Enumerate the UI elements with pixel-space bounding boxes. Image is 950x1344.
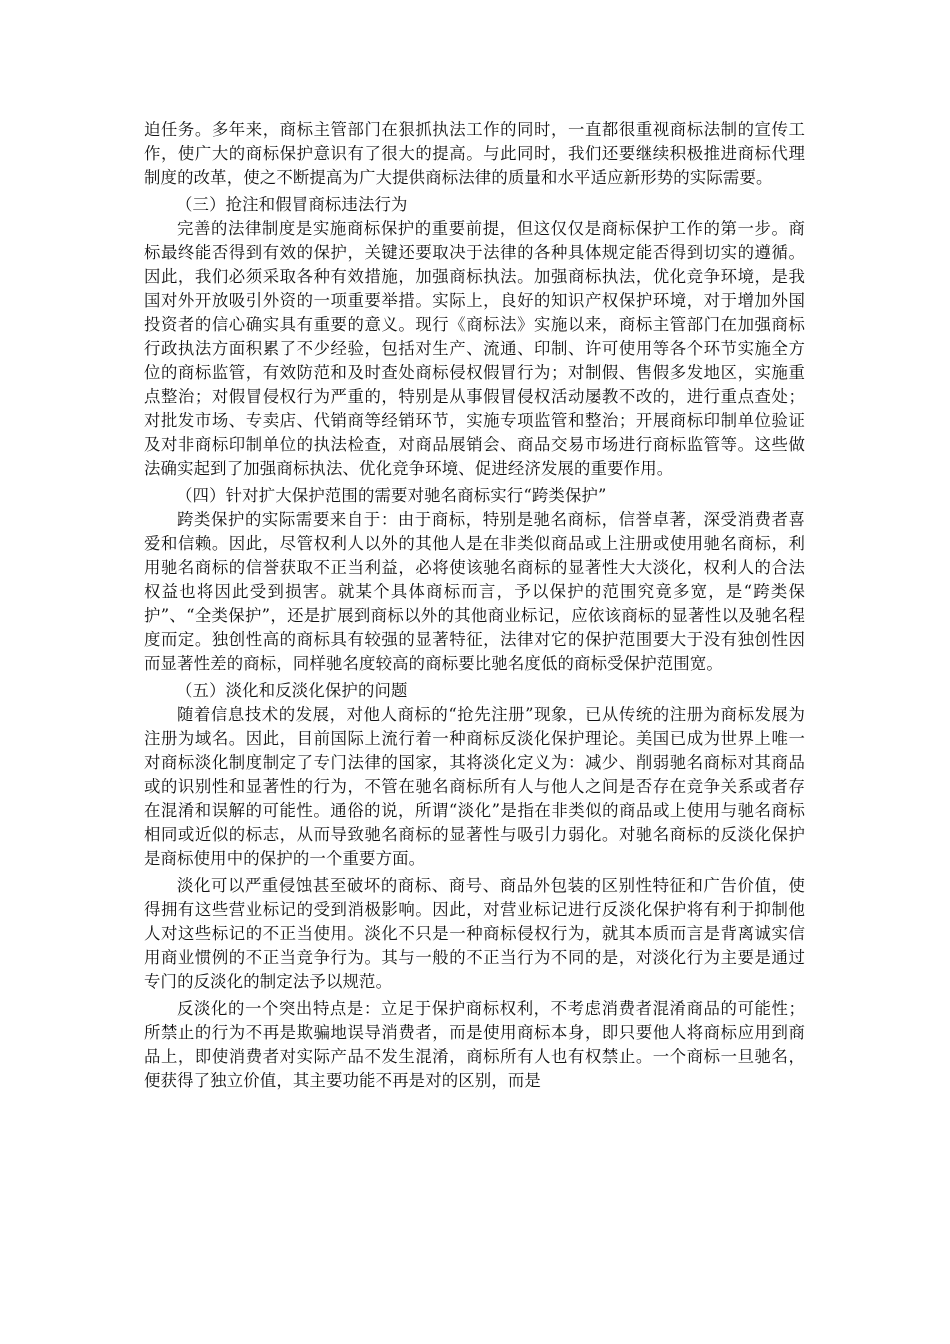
section-heading-4: （四）针对扩大保护范围的需要对驰名商标实行“跨类保护” — [176, 486, 607, 505]
paragraph-anti-dilution-feature: 反淡化的一个突出特点是：立足于保护商标权利，不考虑消费者混淆商品的可能性；所禁止的行为不再是欺骗地误导消费者，而是使用商标本身，即只要他人将商标应用到商品上，即使消费者对实际产品不发生混淆，商标所有人也有权禁止。一个商标一旦驰名，便获得了独立价值，其主要功能不再是对的区别，而是 — [144, 999, 805, 1090]
paragraph-dilution-effects: 淡化可以严重侵蚀甚至破坏的商标、商号、商品外包装的区别性特征和广告价值，使得拥有这些营业标记的受到消极影响。因此，对营业标记进行反淡化保护将有利于抑制他人对这些标记的不正当使用。淡化不只是一种商标侵权行为，就其本质而言是背离诚实信用商业惯例的不正当竞争行为。其与一般的不正当行为不同的是，对淡化行为主要是通过专门的反淡化的制定法予以规范。 — [144, 876, 805, 991]
document-page — [144, 118, 805, 1093]
paragraph-continuation: 迫任务。多年来，商标主管部门在狠抓执法工作的同时，一直都很重视商标法制的宣传工作，使广大的商标保护意识有了很大的提高。与此同时，我们还要继续积极推进商标代理制度的改革，使之不断提高为广大提供商标法律的质量和水平适应新形势的实际需要。 — [144, 120, 805, 187]
paragraph-trademark-enforcement: 完善的法律制度是实施商标保护的重要前提，但这仅仅是商标保护工作的第一步。商标最终能否得到有效的保护，关键还要取决于法律的各种具体规定能否得到切实的遵循。因此，我们必须采取各种有效措施，加强商标执法。加强商标执法，优化竞争环境，是我国对外开放吸引外资的一项重要举措。实际上，良好的知识产权保护环境，对于增加外国投资者的信心确实具有重要的意义。现行《商标法》实施以来，商标主管部门在加强商标行政执法方面积累了不少经验，包括对生产、流通、印制、许可使用等各个环节实施全方位的商标监管，有效防范和及时查处商标侵权假冒行为；对制假、售假多发地区，实施重点整治；对假冒侵权行为严重的，特别是从事假冒侵权活动屡教不改的，进行重点查处；对批发市场、专卖店、代销商等经销环节，实施专项监管和整治；开展商标印制单位验证及对非商标印制单位的执法检查，对商品展销会、商品交易市场进行商标监管等。这些做法确实起到了加强商标执法、优化竞争环境、促进经济发展的重要作用。 — [144, 219, 805, 478]
paragraph-dilution-intro: 随着信息技术的发展，对他人商标的“抢先注册”现象，已从传统的注册为商标发展为注册为域名。因此，目前国际上流行着一种商标反淡化保护理论。美国已成为世界上唯一对商标淡化制度制定了专门法律的国家，其将淡化定义为：减少、削弱驰名商标对其商品或的识别性和显著性的行为，不管在驰名商标所有人与他人之间是否存在竞争关系或者存在混淆和误解的可能性。通俗的说，所谓“淡化”是指在非类似的商品或上使用与驰名商标相同或近似的标志，从而导致驰名商标的显著性与吸引力弱化。对驰名商标的反淡化保护是商标使用中的保护的一个重要方面。 — [144, 705, 805, 868]
section-heading-3: （三）抢注和假冒商标违法行为 — [176, 195, 408, 214]
paragraph-cross-class-protection: 跨类保护的实际需要来自于：由于商标，特别是驰名商标，信誉卓著，深受消费者喜爱和信赖。因此，尽管权利人以外的其他人是在非类似商品或上注册或使用驰名商标，利用驰名商标的信誉获取不正当利益，必将使该驰名商标的显著性大大淡化，权利人的合法权益也将因此受到损害。就某个具体商标而言，予以保护的范围究竟多宽，是“跨类保护”、“全类保护”，还是扩展到商标以外的其他商业标记，应依该商标的显著性以及驰名程度而定。独创性高的商标具有较强的显著特征，法律对它的保护范围要大于没有独创性因而显著性差的商标，同样驰名度较高的商标要比驰名度低的商标受保护范围宽。 — [144, 510, 805, 673]
section-heading-5: （五）淡化和反淡化保护的问题 — [176, 681, 408, 700]
